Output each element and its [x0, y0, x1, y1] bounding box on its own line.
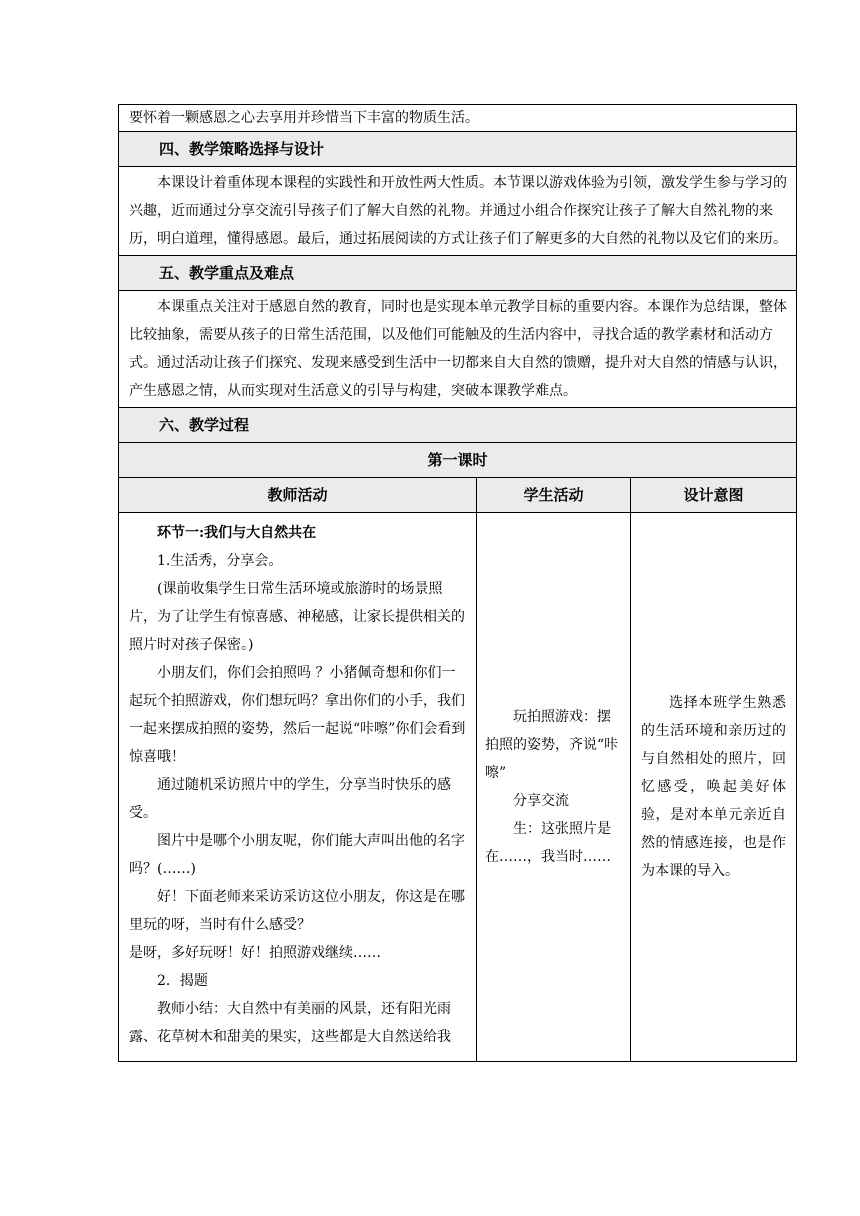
teacher-item1: 1.生活秀，分享会。 [157, 553, 283, 569]
teacher-item2: 2．揭题 [157, 973, 208, 989]
section5-header-row [119, 256, 797, 291]
design-intent-cell [631, 513, 797, 1062]
section4-paragraph: 本课设计着重体现本课程的实践性和开放性两大性质。本节课以游戏体验为引领，激发学生参与学习的兴趣，近而通过分享交流引导孩子们了解大自然的礼物。并通过小组合作探究让孩子了解大自然礼物的来历，明白道理，懂得感恩。最后，通过拓展阅读的方式让孩子们了解更多的大自然的礼物以及它们的来历。 [129, 175, 787, 247]
column-header-row [119, 478, 797, 513]
student-s3: 生：这张照片是在……，我当时…… [485, 821, 611, 865]
lesson-title: 第一课时 [119, 443, 797, 478]
student-s2: 分享交流 [513, 793, 569, 809]
teacher-p3: 通过随机采访照片中的学生，分享当时快乐的感受。 [129, 777, 451, 821]
column-header-design: 设计意图 [631, 478, 797, 513]
teacher-p2: 小朋友们，你们会拍照吗 ？小猪佩奇想和你们一起玩个拍照游戏，你们想玩吗？拿出你们的小手，我们一起来摆成拍照的姿势，然后一起说“咔嚓”你们会看到惊喜哦！ [129, 665, 466, 765]
section5-paragraph: 本课重点关注对于感恩自然的教育，同时也是实现本单元教学目标的重要内容。本课作为总结课，整体比较抽象，需要从孩子的日常生活范围，以及他们可能触及的生活内容中，寻找合适的教学素材和活动方式。通过活动让孩子们探究、发现来感受到生活中一切都来自大自然的馈赠，提升对大自然的情感与认识，产生感恩之情，从而实现对生活意义的引导与构建，突破本课教学难点。 [129, 299, 787, 399]
lesson-plan-table [118, 104, 797, 1062]
section4-title: 四、教学策略选择与设计 [119, 132, 797, 167]
section4-body-row [119, 167, 797, 256]
teacher-p7: 教师小结：大自然中有美丽的风景，还有阳光雨露、花草树木和甜美的果实，这些都是大自然送给我 [129, 1001, 451, 1045]
top-line-row [119, 105, 797, 132]
section4-header-row [119, 132, 797, 167]
teacher-activity-cell [119, 513, 477, 1062]
column-header-student: 学生活动 [477, 478, 631, 513]
teacher-p5: 好！下面老师来采访采访这位小朋友，你这是在哪里玩的呀，当时有什么感受？ [129, 889, 465, 933]
teacher-p4: 图片中是哪个小朋友呢，你们能大声叫出他的名字吗？(……) [129, 833, 465, 877]
step-title: 环节一:我们与大自然共在 [157, 525, 317, 541]
teacher-p6: 是呀，多好玩呀！好！拍照游戏继续…… [129, 945, 381, 961]
document-page [118, 104, 796, 1062]
teacher-p1: (课前收集学生日常生活环境或旅游时的场景照片，为了让学生有惊喜感、神秘感，让家长提供相关的照片时对孩子保密。) [129, 581, 465, 653]
student-activity-cell [477, 513, 631, 1062]
design-text: 选择本班学生熟悉的生活环境和亲历过的与自然相处的照片，回忆感受，唤起美好体验，是对本单元亲近自然的情感连接，也是作为本课的导入。 [641, 695, 786, 879]
section5-body-row [119, 291, 797, 408]
section6-title: 六、教学过程 [119, 408, 797, 443]
top-line-text: 要怀着一颗感恩之心去享用并珍惜当下丰富的物质生活。 [129, 110, 479, 126]
section6-header-row [119, 408, 797, 443]
activity-row [119, 513, 797, 1062]
student-s1: 玩拍照游戏：摆拍照的姿势，齐说“咔嚓” [485, 709, 619, 781]
section5-title: 五、教学重点及难点 [119, 256, 797, 291]
column-header-teacher: 教师活动 [119, 478, 477, 513]
lesson-title-row [119, 443, 797, 478]
